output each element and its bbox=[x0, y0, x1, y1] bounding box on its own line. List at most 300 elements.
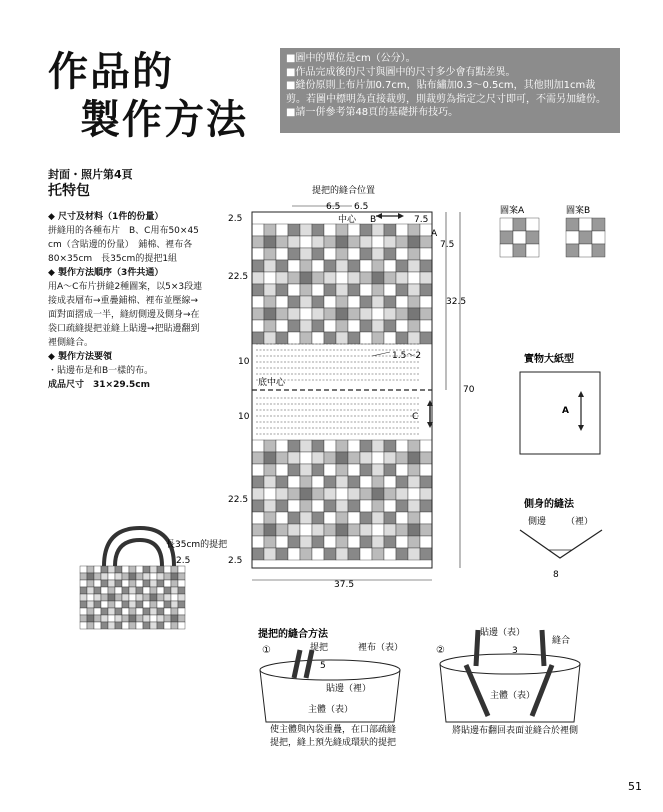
patch-cell bbox=[384, 284, 396, 296]
patch-cell bbox=[336, 524, 348, 536]
patch-cell bbox=[408, 476, 420, 488]
patch-cell bbox=[372, 332, 384, 344]
patch-cell bbox=[396, 464, 408, 476]
patch-cell bbox=[420, 500, 432, 512]
patch-cell bbox=[420, 536, 432, 548]
handle-35-label: 長35cm的提把 bbox=[166, 540, 228, 550]
patch-cell bbox=[143, 615, 150, 622]
patch-cell bbox=[300, 476, 312, 488]
patch-cell bbox=[252, 224, 264, 236]
patch-cell bbox=[143, 608, 150, 615]
patch-cell bbox=[384, 464, 396, 476]
patch-cell bbox=[312, 320, 324, 332]
patch-cell bbox=[143, 566, 150, 573]
patch-cell bbox=[171, 566, 178, 573]
patch-cell bbox=[324, 320, 336, 332]
patch-cell bbox=[157, 566, 164, 573]
patch-cell bbox=[115, 587, 122, 594]
patch-cell bbox=[408, 536, 420, 548]
lining-outer-label: 裡布（表） bbox=[358, 643, 404, 653]
patch-cell bbox=[288, 332, 300, 344]
patch-cell bbox=[408, 320, 420, 332]
patch-cell bbox=[592, 244, 605, 257]
patch-cell bbox=[300, 224, 312, 236]
step1-handle bbox=[294, 650, 312, 678]
pattern-b-label: 圖案B bbox=[566, 206, 591, 216]
patch-cell bbox=[336, 284, 348, 296]
patch-cell bbox=[420, 440, 432, 452]
patch-cell bbox=[264, 512, 276, 524]
patch-cell bbox=[252, 548, 264, 560]
patch-cell bbox=[312, 272, 324, 284]
patch-cell bbox=[384, 452, 396, 464]
patch-cell bbox=[360, 284, 372, 296]
patch-cell bbox=[276, 464, 288, 476]
patch-cell bbox=[150, 608, 157, 615]
patch-cell bbox=[312, 524, 324, 536]
patch-cell bbox=[420, 320, 432, 332]
patch-cell bbox=[136, 573, 143, 580]
patch-cell bbox=[122, 566, 129, 573]
patch-cell bbox=[276, 260, 288, 272]
patch-cell bbox=[94, 573, 101, 580]
patch-cell bbox=[336, 440, 348, 452]
patch-cell bbox=[108, 566, 115, 573]
patch-cell bbox=[408, 260, 420, 272]
patch-cell bbox=[360, 440, 372, 452]
patch-cell bbox=[372, 248, 384, 260]
patch-cell bbox=[566, 244, 579, 257]
patch-cell bbox=[157, 580, 164, 587]
patch-cell bbox=[122, 587, 129, 594]
patch-cell bbox=[324, 536, 336, 548]
patch-cell bbox=[150, 622, 157, 629]
patch-cell bbox=[101, 573, 108, 580]
patch-cell bbox=[396, 248, 408, 260]
patch-cell bbox=[157, 594, 164, 601]
patch-cell bbox=[87, 594, 94, 601]
handle-25-label: 2.5 bbox=[176, 556, 191, 566]
patch-cell bbox=[420, 524, 432, 536]
body-outer-label: 主體（表） bbox=[308, 705, 354, 715]
steps-line-4: 袋口疏縫提把並縫上貼邊→把貼邊翻到 bbox=[48, 324, 200, 334]
patch-cell bbox=[500, 231, 513, 244]
patch-cell bbox=[408, 464, 420, 476]
patch-cell bbox=[252, 512, 264, 524]
patch-cell bbox=[80, 580, 87, 587]
patch-cell bbox=[324, 236, 336, 248]
patch-cell bbox=[360, 512, 372, 524]
patch-cell bbox=[372, 488, 384, 500]
patch-cell bbox=[300, 308, 312, 320]
patch-cell bbox=[500, 244, 513, 257]
patch-cell bbox=[94, 615, 101, 622]
patch-cell bbox=[115, 622, 122, 629]
patch-cell bbox=[122, 594, 129, 601]
patch-cell bbox=[264, 476, 276, 488]
patch-cell bbox=[312, 464, 324, 476]
patch-cell bbox=[129, 587, 136, 594]
patch-cell bbox=[136, 622, 143, 629]
patch-cell bbox=[324, 500, 336, 512]
patch-cell bbox=[396, 296, 408, 308]
patch-cell bbox=[396, 476, 408, 488]
patch-cell bbox=[336, 224, 348, 236]
tips-line: ・貼邊布是和B一樣的布。 bbox=[48, 366, 154, 376]
patch-cell bbox=[566, 231, 579, 244]
dim-75-right: 7.5 bbox=[440, 240, 455, 250]
patch-cell bbox=[264, 332, 276, 344]
patch-cell bbox=[348, 536, 360, 548]
steps-line-2: 接成表層布→重疊鋪棉、裡布並壓線→ bbox=[48, 296, 199, 306]
patch-cell bbox=[171, 615, 178, 622]
patch-cell bbox=[122, 580, 129, 587]
patch-cell bbox=[143, 587, 150, 594]
patch-cell bbox=[500, 218, 513, 231]
steps-heading: ◆ 製作方法順序（3件共通） bbox=[48, 268, 164, 278]
patch-cell bbox=[360, 536, 372, 548]
materials-line-3: 80×35cm 長35cm的提把1組 bbox=[48, 254, 178, 264]
patch-cell bbox=[312, 548, 324, 560]
patch-cell bbox=[94, 587, 101, 594]
center-label: 中心 bbox=[338, 215, 357, 225]
patch-cell bbox=[87, 608, 94, 615]
patch-cell bbox=[396, 272, 408, 284]
patch-cell bbox=[396, 536, 408, 548]
patchwork-bottom bbox=[252, 440, 432, 560]
sew-label: 縫合 bbox=[552, 636, 571, 646]
patch-cell bbox=[360, 224, 372, 236]
step1-bag-rim bbox=[260, 660, 400, 680]
patch-cell bbox=[80, 601, 87, 608]
five-label: 5 bbox=[320, 661, 326, 671]
patch-cell bbox=[80, 573, 87, 580]
patch-cell bbox=[420, 308, 432, 320]
patch-cell bbox=[276, 308, 288, 320]
patch-cell bbox=[408, 512, 420, 524]
patch-cell bbox=[324, 452, 336, 464]
patch-cell bbox=[276, 488, 288, 500]
patch-cell bbox=[157, 587, 164, 594]
patch-cell bbox=[300, 296, 312, 308]
patch-cell bbox=[312, 488, 324, 500]
patch-cell bbox=[396, 500, 408, 512]
patch-cell bbox=[136, 615, 143, 622]
patch-cell bbox=[276, 452, 288, 464]
patch-cell bbox=[396, 320, 408, 332]
project-name: 托特包 bbox=[48, 183, 90, 199]
materials-heading: ◆ 尺寸及材料（1件的份量） bbox=[48, 212, 164, 222]
patch-cell bbox=[372, 284, 384, 296]
patch-cell bbox=[264, 260, 276, 272]
patch-cell bbox=[408, 524, 420, 536]
dim-left-10b: 10 bbox=[238, 412, 250, 422]
patch-cell bbox=[300, 536, 312, 548]
patch-cell bbox=[348, 548, 360, 560]
patch-cell bbox=[300, 320, 312, 332]
patch-cell bbox=[108, 615, 115, 622]
patch-cell bbox=[178, 622, 185, 629]
label-c: C bbox=[412, 412, 419, 422]
patch-cell bbox=[252, 476, 264, 488]
patch-cell bbox=[372, 476, 384, 488]
patch-cell bbox=[150, 566, 157, 573]
patch-cell bbox=[143, 594, 150, 601]
patch-cell bbox=[396, 452, 408, 464]
patch-cell bbox=[288, 236, 300, 248]
materials-line-1: 拼縫用的各種布片 B、C用布50×45 bbox=[48, 226, 199, 236]
patch-cell bbox=[264, 464, 276, 476]
patch-cell bbox=[129, 573, 136, 580]
patch-cell bbox=[372, 536, 384, 548]
patch-cell bbox=[288, 320, 300, 332]
patch-cell bbox=[526, 231, 539, 244]
patch-cell bbox=[264, 536, 276, 548]
patch-cell bbox=[360, 260, 372, 272]
materials-line-2: cm（含貼邊的份量） 鋪棉、裡布各 bbox=[48, 240, 193, 250]
patch-cell bbox=[157, 622, 164, 629]
patch-cell bbox=[336, 260, 348, 272]
patch-cell bbox=[115, 601, 122, 608]
patch-cell bbox=[276, 476, 288, 488]
patch-cell bbox=[276, 272, 288, 284]
step2-marker: ② bbox=[436, 645, 445, 656]
patch-cell bbox=[164, 615, 171, 622]
cover-ref: 封面・照片第4頁 bbox=[48, 168, 133, 181]
patch-cell bbox=[324, 224, 336, 236]
patch-cell bbox=[420, 248, 432, 260]
patch-cell bbox=[178, 601, 185, 608]
patch-cell bbox=[178, 608, 185, 615]
patch-cell bbox=[252, 332, 264, 344]
patch-cell bbox=[129, 594, 136, 601]
patch-cell bbox=[101, 608, 108, 615]
patch-cell bbox=[384, 548, 396, 560]
patch-cell bbox=[276, 332, 288, 344]
patch-cell bbox=[94, 608, 101, 615]
patch-cell bbox=[312, 308, 324, 320]
pattern-a-block bbox=[500, 218, 539, 257]
patch-cell bbox=[420, 260, 432, 272]
patch-cell bbox=[164, 601, 171, 608]
patch-cell bbox=[420, 332, 432, 344]
patch-cell bbox=[150, 573, 157, 580]
bag-handle-left bbox=[115, 540, 162, 566]
patch-cell bbox=[372, 296, 384, 308]
patch-cell bbox=[336, 320, 348, 332]
patch-cell bbox=[384, 440, 396, 452]
patch-cell bbox=[108, 622, 115, 629]
page-title-line1: 作品的 bbox=[48, 49, 174, 95]
patch-cell bbox=[171, 608, 178, 615]
patch-cell bbox=[396, 440, 408, 452]
patch-cell bbox=[312, 512, 324, 524]
patch-cell bbox=[348, 224, 360, 236]
patch-cell bbox=[252, 452, 264, 464]
patch-cell bbox=[513, 244, 526, 257]
note-2: ■作品完成後的尺寸與圖中的尺寸多少會有點差異。 bbox=[286, 66, 516, 78]
patch-cell bbox=[122, 601, 129, 608]
patch-cell bbox=[136, 594, 143, 601]
patch-cell bbox=[372, 236, 384, 248]
patch-cell bbox=[252, 488, 264, 500]
patch-cell bbox=[276, 236, 288, 248]
patch-cell bbox=[312, 284, 324, 296]
patch-cell bbox=[178, 580, 185, 587]
patch-cell bbox=[94, 622, 101, 629]
bottom-center-label: 底中心 bbox=[258, 378, 286, 388]
patch-cell bbox=[276, 224, 288, 236]
dim-325: 32.5 bbox=[446, 297, 467, 307]
patch-cell bbox=[324, 308, 336, 320]
note-3: ■縫份原則上布片加0.7cm，貼布繡加0.3～0.5cm，其他則加1cm裁剪。若圖中標明為直接裁剪，則裁剪為指定之尺寸即可，不需另加縫份。 bbox=[286, 80, 606, 105]
patch-cell bbox=[164, 594, 171, 601]
step2-bag-rim bbox=[440, 654, 580, 674]
patch-cell bbox=[164, 587, 171, 594]
patch-cell bbox=[150, 615, 157, 622]
patch-cell bbox=[372, 260, 384, 272]
patch-cell bbox=[264, 224, 276, 236]
patch-cell bbox=[312, 452, 324, 464]
patch-cell bbox=[348, 248, 360, 260]
dim-65-a: 6.5 bbox=[326, 202, 341, 212]
patch-cell bbox=[288, 248, 300, 260]
patch-cell bbox=[108, 594, 115, 601]
handle-method-title: 提把的縫合方法 bbox=[258, 629, 328, 640]
patch-cell bbox=[336, 488, 348, 500]
patch-cell bbox=[526, 244, 539, 257]
note-1: ■圖中的單位是cm（公分）。 bbox=[286, 53, 416, 64]
patch-cell bbox=[420, 284, 432, 296]
patch-cell bbox=[420, 548, 432, 560]
patch-cell bbox=[300, 500, 312, 512]
patch-cell bbox=[264, 272, 276, 284]
patch-cell bbox=[396, 548, 408, 560]
handle-position-label: 提把的縫合位置 bbox=[312, 186, 376, 196]
pattern-b-block bbox=[566, 218, 605, 257]
patch-cell bbox=[360, 296, 372, 308]
patch-cell bbox=[108, 573, 115, 580]
patch-cell bbox=[288, 536, 300, 548]
patch-cell bbox=[384, 236, 396, 248]
patch-cell bbox=[264, 284, 276, 296]
label-b: B bbox=[370, 215, 377, 225]
patch-cell bbox=[372, 524, 384, 536]
patch-cell bbox=[288, 488, 300, 500]
gusset-num: 8 bbox=[553, 570, 559, 580]
patch-cell bbox=[300, 440, 312, 452]
patch-cell bbox=[384, 320, 396, 332]
patch-cell bbox=[252, 320, 264, 332]
patch-cell bbox=[420, 296, 432, 308]
patch-cell bbox=[178, 573, 185, 580]
patch-cell bbox=[288, 296, 300, 308]
patch-cell bbox=[136, 608, 143, 615]
patch-cell bbox=[336, 512, 348, 524]
patch-cell bbox=[264, 296, 276, 308]
patch-cell bbox=[372, 548, 384, 560]
patch-cell bbox=[101, 622, 108, 629]
patch-cell bbox=[108, 587, 115, 594]
patch-cell bbox=[408, 284, 420, 296]
finished-size: 成品尺寸 31×29.5cm bbox=[48, 380, 150, 390]
patch-cell bbox=[252, 464, 264, 476]
patch-cell bbox=[384, 224, 396, 236]
patch-cell bbox=[384, 500, 396, 512]
patch-cell bbox=[324, 332, 336, 344]
patch-cell bbox=[384, 272, 396, 284]
patch-cell bbox=[300, 452, 312, 464]
patch-cell bbox=[312, 332, 324, 344]
patch-cell bbox=[336, 272, 348, 284]
patch-cell bbox=[360, 500, 372, 512]
patch-cell bbox=[80, 594, 87, 601]
patch-cell bbox=[129, 566, 136, 573]
patch-cell bbox=[143, 573, 150, 580]
patch-cell bbox=[592, 231, 605, 244]
patch-cell bbox=[348, 332, 360, 344]
patch-cell bbox=[396, 524, 408, 536]
patch-cell bbox=[101, 594, 108, 601]
patch-cell bbox=[80, 608, 87, 615]
patch-cell bbox=[324, 548, 336, 560]
patch-cell bbox=[164, 573, 171, 580]
patch-cell bbox=[115, 573, 122, 580]
patch-cell bbox=[336, 296, 348, 308]
patch-cell bbox=[348, 440, 360, 452]
patch-cell bbox=[276, 248, 288, 260]
patch-cell bbox=[101, 615, 108, 622]
page-number: 51 bbox=[628, 780, 642, 793]
patch-cell bbox=[579, 244, 592, 257]
patch-cell bbox=[396, 332, 408, 344]
patch-cell bbox=[566, 218, 579, 231]
patch-cell bbox=[300, 248, 312, 260]
patch-cell bbox=[312, 440, 324, 452]
patch-cell bbox=[336, 536, 348, 548]
patch-cell bbox=[129, 601, 136, 608]
patch-cell bbox=[300, 260, 312, 272]
patch-cell bbox=[288, 500, 300, 512]
patch-cell bbox=[324, 260, 336, 272]
patch-cell bbox=[526, 218, 539, 231]
patch-cell bbox=[384, 332, 396, 344]
patch-cell bbox=[157, 615, 164, 622]
dim-65-b: 6.5 bbox=[354, 202, 369, 212]
patch-cell bbox=[324, 296, 336, 308]
patch-cell bbox=[324, 248, 336, 260]
patch-cell bbox=[513, 231, 526, 244]
note-4: ■請一併參考第48頁的基礎拼布技巧。 bbox=[286, 107, 459, 118]
patch-cell bbox=[101, 601, 108, 608]
patch-cell bbox=[372, 272, 384, 284]
patch-cell bbox=[252, 536, 264, 548]
steps-line-1: 用A～C布片拼縫2種圖案，以5×3段連 bbox=[48, 282, 203, 292]
patch-cell bbox=[178, 615, 185, 622]
patch-cell bbox=[372, 440, 384, 452]
patch-cell bbox=[164, 622, 171, 629]
patch-cell bbox=[157, 601, 164, 608]
patch-cell bbox=[115, 615, 122, 622]
patch-cell bbox=[150, 587, 157, 594]
patch-cell bbox=[171, 587, 178, 594]
patch-cell bbox=[288, 308, 300, 320]
patch-cell bbox=[276, 500, 288, 512]
patch-cell bbox=[136, 601, 143, 608]
patch-cell bbox=[87, 573, 94, 580]
patch-cell bbox=[276, 284, 288, 296]
patch-cell bbox=[384, 308, 396, 320]
